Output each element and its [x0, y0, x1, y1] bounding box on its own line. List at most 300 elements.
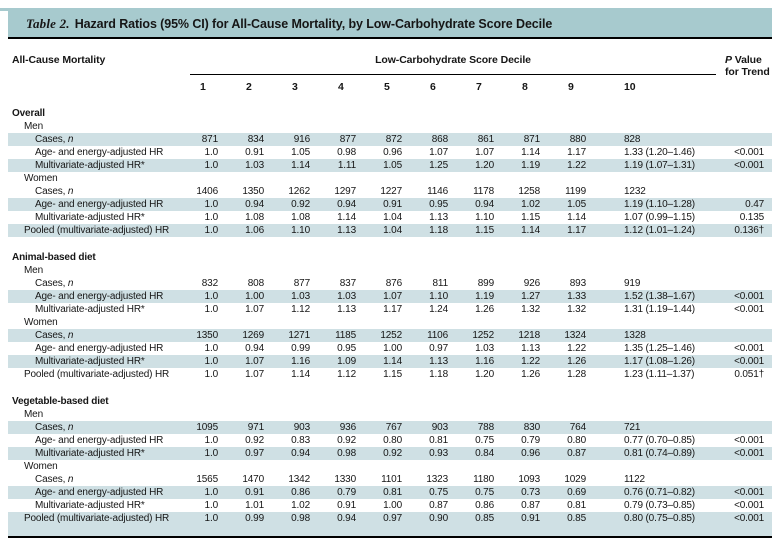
cell-decile-1: 1095: [196, 422, 218, 433]
cell-pvalue: <0.001: [734, 513, 765, 524]
row-label: Cases, n: [35, 330, 74, 341]
table-row: [8, 486, 772, 499]
cell-pvalue: 0.136†: [734, 225, 765, 236]
row-label: Pooled (multivariate-adjusted) HR: [24, 369, 170, 380]
cell-pvalue: <0.001: [734, 291, 765, 302]
cell-decile-8: 1.27: [521, 291, 540, 302]
cell-decile-10: 1.17 (1.08–1.26): [624, 356, 695, 367]
cell-decile-10: 0.81 (0.74–0.89): [624, 448, 695, 459]
cell-decile-4: 877: [339, 134, 356, 145]
row-label: Men: [24, 409, 44, 420]
cell-decile-2: 808: [247, 278, 264, 289]
row-label: Multivariate-adjusted HR*: [35, 356, 145, 367]
cell-pvalue: [716, 421, 772, 434]
cell-decile-2: 1.03: [245, 160, 264, 171]
cell-decile-10: 1.23 (1.11–1.37): [624, 369, 695, 380]
cell-decile-7: 1.07: [475, 147, 494, 158]
cell-decile-1: 1.0: [204, 435, 218, 446]
cell-decile-6: 1.07: [429, 147, 448, 158]
cell-decile-4: 0.98: [337, 147, 356, 158]
row-label: Animal-based diet: [12, 252, 96, 263]
table-row: [8, 133, 772, 146]
cell-decile-10: 0.76 (0.71–0.82): [624, 487, 695, 498]
p-rest: Value: [731, 54, 762, 66]
decile-header-6: 6: [430, 81, 436, 93]
cell-pvalue: 0.051†: [734, 369, 765, 380]
cell-decile-9: 1324: [564, 330, 586, 341]
table-row: [8, 421, 772, 434]
cell-decile-8: 0.73: [521, 487, 540, 498]
cell-pvalue: <0.001: [734, 435, 765, 446]
row-label: Pooled (multivariate-adjusted) HR: [24, 225, 170, 236]
cell-decile-8: 1093: [518, 474, 540, 485]
cell-decile-3: 1.12: [291, 304, 310, 315]
row-label: Age- and energy-adjusted HR: [35, 199, 164, 210]
cell-decile-5: 1.04: [383, 212, 402, 223]
cell-decile-3: 0.83: [291, 435, 310, 446]
table-title-bar: [8, 8, 772, 39]
cell-decile-5: 872: [385, 134, 402, 145]
cell-decile-1: 1.0: [204, 448, 218, 459]
table-row: [8, 146, 772, 159]
decile-header-10: 10: [624, 81, 636, 93]
cell-decile-6: 1146: [427, 186, 448, 197]
pvalue-column-header: [716, 41, 772, 101]
cell-decile-1: 832: [201, 278, 218, 289]
cell-decile-4: 1.03: [337, 291, 356, 302]
hazard-ratio-table: [8, 41, 772, 538]
cell-pvalue: <0.001: [734, 356, 765, 367]
cell-decile-7: 788: [477, 422, 494, 433]
cell-decile-2: 1470: [242, 474, 264, 485]
cell-decile-8: 1258: [518, 186, 540, 197]
cell-decile-5: 1.05: [383, 160, 402, 171]
cell-decile-2: 971: [247, 422, 264, 433]
cell-decile-5: 0.81: [383, 487, 402, 498]
cell-decile-5: 1.00: [383, 500, 402, 511]
cell-decile-8: 830: [523, 422, 540, 433]
table-row: [8, 434, 772, 447]
cell-decile-9: 1.32: [567, 304, 586, 315]
table-row: [8, 107, 772, 120]
cell-decile-9: 1.17: [567, 225, 586, 236]
cell-decile-9: 1199: [565, 186, 586, 197]
cell-decile-10: 721: [624, 422, 641, 433]
cell-decile-2: 0.92: [245, 435, 264, 446]
table-row: [8, 290, 772, 303]
cell-pvalue: <0.001: [734, 147, 765, 158]
cell-decile-10: 1122: [624, 474, 645, 485]
table-row: [8, 408, 772, 421]
cell-decile-2: 1.07: [245, 369, 264, 380]
cell-decile-5: 1.17: [383, 304, 402, 315]
cell-decile-3: 0.86: [291, 487, 310, 498]
cell-decile-1: 1350: [196, 330, 218, 341]
decile-header-4: 4: [338, 81, 344, 93]
cell-decile-3: 1.02: [291, 500, 310, 511]
cell-decile-4: 0.98: [337, 448, 356, 459]
cell-decile-2: 0.91: [245, 147, 264, 158]
cell-decile-7: 861: [477, 134, 494, 145]
spacer-row: [8, 381, 772, 395]
table-row: [8, 512, 772, 525]
cell-decile-7: 1.10: [475, 212, 494, 223]
cell-decile-10: 0.79 (0.73–0.85): [624, 500, 695, 511]
cell-decile-5: 1.14: [383, 356, 402, 367]
row-label: Age- and energy-adjusted HR: [35, 435, 164, 446]
row-label: Age- and energy-adjusted HR: [35, 487, 164, 498]
row-label: Men: [24, 121, 44, 132]
cell-pvalue: <0.001: [734, 487, 765, 498]
cell-decile-9: 1.17: [567, 147, 586, 158]
cell-decile-2: 0.97: [245, 448, 264, 459]
row-label: Cases, n: [35, 134, 74, 145]
cell-decile-7: 0.84: [475, 448, 494, 459]
cell-pvalue: [716, 185, 772, 198]
cell-decile-1: 1.0: [204, 513, 218, 524]
cell-decile-2: 1.08: [245, 212, 264, 223]
row-label: Women: [24, 173, 58, 184]
table-row: [8, 120, 772, 133]
row-label: Multivariate-adjusted HR*: [35, 304, 145, 315]
cell-decile-10: 0.77 (0.70–0.85): [624, 435, 695, 446]
decile-header-8: 8: [522, 81, 528, 93]
column-spanner-decile: Low-Carbohydrate Score Decile: [190, 41, 716, 75]
cell-decile-7: 0.85: [475, 513, 494, 524]
row-label: Age- and energy-adjusted HR: [35, 343, 164, 354]
cell-pvalue: [716, 473, 772, 486]
row-label: Age- and energy-adjusted HR: [35, 147, 164, 158]
cell-decile-9: 880: [569, 134, 586, 145]
cell-decile-4: 0.79: [337, 487, 356, 498]
cell-decile-4: 0.94: [337, 513, 356, 524]
row-label: Women: [24, 317, 58, 328]
cell-decile-7: 1.26: [475, 304, 494, 315]
cell-decile-3: 1.10: [291, 225, 310, 236]
cell-decile-5: 1.04: [383, 225, 402, 236]
cell-decile-4: 936: [339, 422, 356, 433]
cell-decile-4: 0.95: [337, 343, 356, 354]
decile-header-3: 3: [292, 81, 298, 93]
row-label: Multivariate-adjusted HR*: [35, 448, 145, 459]
cell-decile-6: 868: [431, 134, 448, 145]
cell-decile-4: 1.13: [337, 304, 356, 315]
cell-decile-4: 1297: [334, 186, 356, 197]
cell-decile-10: 1.19 (1.10–1.28): [624, 199, 695, 210]
cell-pvalue: <0.001: [734, 343, 765, 354]
cell-decile-9: 1.22: [567, 160, 586, 171]
table-row: [8, 264, 772, 277]
cell-decile-9: 1.22: [567, 343, 586, 354]
cell-decile-2: 1269: [242, 330, 264, 341]
cell-decile-1: 1.0: [204, 291, 218, 302]
row-label: Men: [24, 265, 44, 276]
cell-decile-5: 0.92: [383, 448, 402, 459]
decile-header-2: 2: [246, 81, 252, 93]
table-row: [8, 303, 772, 316]
cell-decile-10: 1328: [624, 330, 646, 341]
cell-decile-3: 916: [293, 134, 310, 145]
cell-decile-2: 0.94: [245, 199, 264, 210]
row-label: Age- and energy-adjusted HR: [35, 291, 164, 302]
cell-decile-1: 1.0: [204, 147, 218, 158]
cell-decile-2: 1.07: [245, 356, 264, 367]
row-label: Vegetable-based diet: [12, 396, 109, 407]
cell-decile-1: 1.0: [204, 356, 218, 367]
cell-decile-4: 1.13: [337, 225, 356, 236]
cell-decile-10: 1.07 (0.99–1.15): [624, 212, 695, 223]
cell-decile-2: 1.00: [245, 291, 264, 302]
cell-decile-1: 1.0: [204, 343, 218, 354]
cell-decile-3: 877: [293, 278, 310, 289]
cell-decile-6: 1.13: [429, 212, 448, 223]
cell-decile-4: 0.92: [337, 435, 356, 446]
cell-decile-3: 0.94: [291, 448, 310, 459]
row-label: Multivariate-adjusted HR*: [35, 212, 145, 223]
cell-decile-1: 1.0: [204, 212, 218, 223]
spacer-row: [8, 525, 772, 537]
cell-decile-10: 1.33 (1.20–1.46): [624, 147, 695, 158]
cell-decile-9: 1.26: [567, 356, 586, 367]
cell-decile-5: 0.96: [383, 147, 402, 158]
cell-decile-10: 1.12 (1.01–1.24): [624, 225, 695, 236]
cell-decile-6: 1106: [427, 330, 448, 341]
table-row: [8, 277, 772, 290]
cell-decile-10: 1.52 (1.38–1.67): [624, 291, 695, 302]
cell-decile-5: 0.97: [383, 513, 402, 524]
cell-decile-3: 1342: [288, 474, 310, 485]
p-line2: for Trend: [725, 66, 770, 78]
cell-decile-6: 0.81: [429, 435, 448, 446]
cell-decile-8: 0.96: [521, 448, 540, 459]
cell-decile-2: 1350: [242, 186, 264, 197]
decile-header-5: 5: [384, 81, 390, 93]
cell-decile-3: 1271: [288, 330, 310, 341]
table-row: [8, 395, 772, 408]
cell-decile-9: 1.14: [567, 212, 586, 223]
cell-decile-8: 1.15: [521, 212, 540, 223]
row-label: Multivariate-adjusted HR*: [35, 160, 145, 171]
table-number-label: Table 2.: [26, 16, 70, 31]
cell-decile-9: 764: [569, 422, 586, 433]
cell-decile-3: 903: [293, 422, 310, 433]
cell-decile-9: 893: [569, 278, 586, 289]
table-row: [8, 185, 772, 198]
cell-decile-10: 919: [624, 278, 641, 289]
cell-decile-4: 1.09: [337, 356, 356, 367]
row-label: Cases, n: [35, 422, 74, 433]
cell-decile-8: 1218: [518, 330, 540, 341]
row-label: Women: [24, 461, 58, 472]
decile-header-7: 7: [476, 81, 482, 93]
row-label: Overall: [12, 108, 45, 119]
cell-decile-6: 1.25: [429, 160, 448, 171]
cell-decile-6: 1.13: [429, 356, 448, 367]
cell-decile-6: 811: [432, 278, 448, 289]
cell-decile-6: 0.75: [429, 487, 448, 498]
cell-decile-5: 0.80: [383, 435, 402, 446]
cell-decile-9: 1029: [564, 474, 586, 485]
row-label: Cases, n: [35, 474, 74, 485]
cell-decile-1: 1.0: [204, 487, 218, 498]
cell-decile-2: 0.94: [245, 343, 264, 354]
table-row: [8, 499, 772, 512]
table-row: [8, 447, 772, 460]
cell-decile-8: 1.19: [521, 160, 540, 171]
cell-decile-2: 0.99: [245, 513, 264, 524]
cell-decile-3: 1262: [288, 186, 310, 197]
row-label: Cases, n: [35, 186, 74, 197]
cell-decile-8: 1.02: [521, 199, 540, 210]
cell-decile-5: 0.91: [383, 199, 402, 210]
cell-pvalue: 0.135: [739, 212, 765, 223]
p-italic: P: [725, 54, 732, 66]
cell-decile-5: 1.00: [383, 343, 402, 354]
decile-header-9: 9: [568, 81, 574, 93]
cell-decile-9: 1.05: [567, 199, 586, 210]
cell-decile-9: 0.69: [567, 487, 586, 498]
cell-decile-6: 1.24: [429, 304, 448, 315]
cell-decile-7: 1.15: [475, 225, 494, 236]
cell-decile-6: 1.10: [429, 291, 448, 302]
cell-decile-8: 1.14: [521, 225, 540, 236]
cell-decile-1: 1.0: [204, 199, 218, 210]
cell-decile-10: 828: [624, 134, 641, 145]
table-row: [8, 355, 772, 368]
table-row: [8, 251, 772, 264]
cell-decile-8: 1.22: [521, 356, 540, 367]
cell-decile-3: 1.16: [291, 356, 310, 367]
cell-decile-8: 871: [523, 134, 540, 145]
cell-decile-2: 1.06: [245, 225, 264, 236]
table-title: Hazard Ratios (95% CI) for All-Cause Mortality, by Low-Carbohydrate Score Decile: [74, 17, 553, 31]
cell-pvalue: <0.001: [734, 160, 765, 171]
row-label: Multivariate-adjusted HR*: [35, 500, 145, 511]
cell-decile-7: 1.03: [475, 343, 494, 354]
cell-decile-10: 1.35 (1.25–1.46): [624, 343, 695, 354]
cell-decile-4: 1185: [335, 330, 356, 341]
cell-decile-9: 0.87: [567, 448, 586, 459]
cell-decile-5: 1.07: [383, 291, 402, 302]
cell-decile-4: 0.91: [337, 500, 356, 511]
cell-decile-2: 1.01: [245, 500, 264, 511]
cell-decile-4: 0.94: [337, 199, 356, 210]
cell-decile-1: 871: [201, 134, 218, 145]
cell-decile-9: 0.85: [567, 513, 586, 524]
table-row: [8, 316, 772, 329]
cell-decile-4: 1.11: [337, 160, 356, 171]
cell-decile-1: 1.0: [204, 369, 218, 380]
cell-decile-4: 837: [339, 278, 356, 289]
cell-decile-1: 1.0: [204, 160, 218, 171]
cell-decile-10: 1.19 (1.07–1.31): [624, 160, 695, 171]
cell-decile-1: 1.0: [204, 304, 218, 315]
cell-decile-7: 1252: [472, 330, 494, 341]
cell-decile-8: 1.26: [521, 369, 540, 380]
cell-decile-6: 1323: [426, 474, 448, 485]
cell-decile-7: 1.19: [475, 291, 494, 302]
cell-decile-6: 0.95: [429, 199, 448, 210]
cell-decile-7: 0.86: [475, 500, 494, 511]
cell-decile-7: 1.20: [475, 369, 494, 380]
table-header: [8, 41, 772, 101]
cell-decile-1: 1406: [196, 186, 218, 197]
cell-pvalue: 0.47: [745, 199, 765, 210]
cell-pvalue: [716, 133, 772, 146]
cell-decile-1: 1.0: [204, 225, 218, 236]
cell-decile-3: 1.14: [291, 369, 310, 380]
row-label: Pooled (multivariate-adjusted) HR: [24, 513, 170, 524]
spacer-row: [8, 237, 772, 251]
cell-decile-6: 0.97: [429, 343, 448, 354]
cell-decile-10: 1232: [624, 186, 646, 197]
column-header-stub: All-Cause Mortality: [12, 54, 106, 66]
cell-decile-7: 0.94: [475, 199, 494, 210]
table-row: [8, 198, 772, 211]
cell-decile-6: 1.18: [429, 369, 448, 380]
cell-pvalue: [716, 277, 772, 290]
cell-decile-7: 1.16: [475, 356, 494, 367]
cell-decile-9: 0.80: [567, 435, 586, 446]
cell-decile-9: 1.33: [567, 291, 586, 302]
cell-decile-3: 0.92: [291, 199, 310, 210]
table-row: [8, 172, 772, 185]
cell-decile-6: 0.93: [429, 448, 448, 459]
cell-decile-1: 1.0: [204, 500, 218, 511]
cell-decile-6: 1.18: [429, 225, 448, 236]
cell-decile-2: 0.91: [245, 487, 264, 498]
cell-pvalue: <0.001: [734, 448, 765, 459]
cell-pvalue: <0.001: [734, 304, 765, 315]
table-row: [8, 329, 772, 342]
cell-decile-3: 0.98: [291, 513, 310, 524]
cell-decile-5: 876: [385, 278, 402, 289]
cell-decile-8: 0.79: [521, 435, 540, 446]
cell-decile-5: 1.15: [383, 369, 402, 380]
cell-decile-2: 1.07: [245, 304, 264, 315]
cell-decile-7: 899: [477, 278, 494, 289]
cell-decile-3: 1.03: [291, 291, 310, 302]
table-row: [8, 211, 772, 224]
cell-decile-9: 0.81: [567, 500, 586, 511]
cell-decile-4: 1.14: [337, 212, 356, 223]
row-label: Cases, n: [35, 278, 74, 289]
cell-decile-3: 1.14: [291, 160, 310, 171]
cell-decile-3: 0.99: [291, 343, 310, 354]
cell-pvalue: [716, 329, 772, 342]
table-body: [8, 101, 772, 537]
cell-decile-8: 926: [523, 278, 540, 289]
cell-decile-6: 903: [431, 422, 448, 433]
decile-header-1: 1: [200, 81, 206, 93]
cell-decile-7: 1.20: [475, 160, 494, 171]
cell-decile-5: 1101: [381, 474, 402, 485]
cell-decile-6: 0.90: [429, 513, 448, 524]
cell-decile-10: 1.31 (1.19–1.44): [624, 304, 695, 315]
cell-decile-4: 1330: [334, 474, 356, 485]
cell-decile-5: 767: [385, 422, 402, 433]
cell-decile-9: 1.28: [567, 369, 586, 380]
cell-decile-6: 0.87: [429, 500, 448, 511]
cell-decile-5: 1252: [380, 330, 402, 341]
cell-decile-8: 1.13: [521, 343, 540, 354]
cell-decile-2: 834: [247, 134, 264, 145]
cell-decile-8: 0.91: [521, 513, 540, 524]
cell-decile-10: 0.80 (0.75–0.85): [624, 513, 695, 524]
cell-decile-7: 0.75: [475, 435, 494, 446]
table-row: [8, 473, 772, 486]
table-row: [8, 342, 772, 355]
